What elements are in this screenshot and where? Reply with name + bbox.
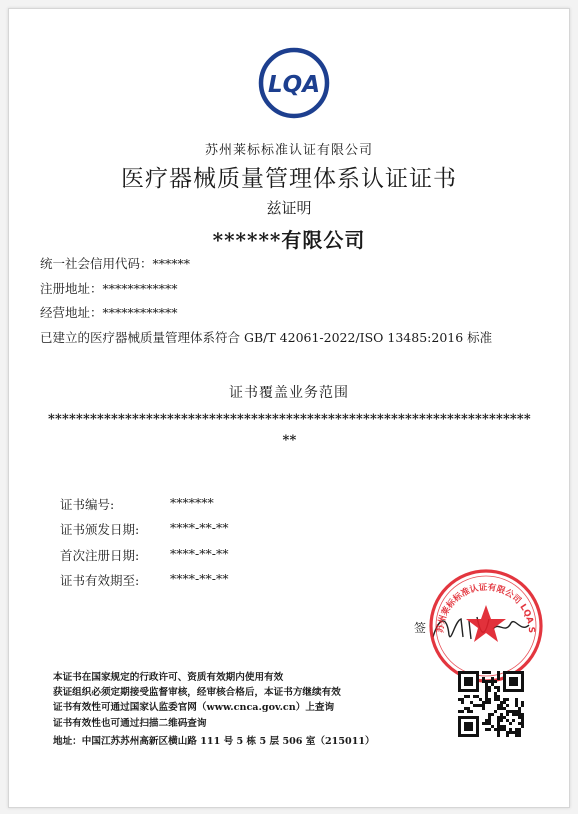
credit-code-label: 统一社会信用代码： — [40, 256, 153, 271]
logo-text: LQA — [267, 72, 321, 98]
company-name: ******有限公司 — [212, 228, 366, 252]
note-line: 获证组织必须定期接受监督审核，经审核合格后，本证书方继续有效 — [53, 687, 341, 699]
issuer-name: 苏州莱标标准认证有限公司 — [204, 143, 373, 158]
qr-code — [458, 671, 524, 741]
issue-date-value: ****-**-** — [170, 520, 229, 535]
note-line: 证书有效性可通过国家认监委官网（www.cnca.gov.cn）上查询 — [53, 702, 335, 714]
notes-block — [53, 670, 341, 731]
credit-code-value: ****** — [152, 256, 191, 271]
seal-text: 苏州莱标标准认证有限公司 LQA S — [435, 582, 537, 634]
scope-heading: 证书覆盖业务范围 — [229, 385, 349, 401]
expiry-date-value: ****-**-** — [170, 571, 229, 586]
registered-address-row — [40, 279, 178, 297]
conformity-statement: 已建立的医疗器械质量管理体系符合 GB/T 42061-2022/ISO 13485:2016 标准 — [40, 330, 493, 345]
hereby-certify: 兹证明 — [266, 199, 312, 217]
first-registration-value: ****-**-** — [170, 546, 229, 561]
credit-code-row — [40, 254, 190, 272]
note-line: 证书有效性也可通过扫描二维码查询 — [53, 717, 207, 729]
lqa-logo — [258, 47, 330, 123]
expiry-date-label: 证书有效期至: — [60, 573, 140, 588]
certificate-page — [8, 8, 570, 808]
registered-address-value: ************ — [102, 281, 178, 296]
note-line: 本证书在国家规定的行政许可、资质有效期内使用有效 — [53, 672, 284, 683]
certificate-title: 医疗器械质量管理体系认证证书 — [121, 166, 457, 192]
cert-number-label: 证书编号: — [60, 497, 115, 512]
cert-number-value: ******* — [170, 495, 214, 510]
registered-address-label: 注册地址： — [40, 281, 103, 296]
signature-label: 签 — [414, 621, 427, 635]
business-address-row — [40, 303, 178, 321]
issue-date-label: 证书颁发日期: — [60, 522, 140, 537]
scope-text: *********************************************************************** — [48, 412, 531, 448]
business-address-value: ************ — [102, 305, 178, 320]
first-registration-label: 首次注册日期: — [60, 548, 140, 563]
issuer-address: 地址：中国江苏苏州高新区横山路 111 号 5 栋 5 层 506 室（215011） — [53, 736, 375, 747]
business-address-label: 经营地址： — [40, 305, 103, 320]
